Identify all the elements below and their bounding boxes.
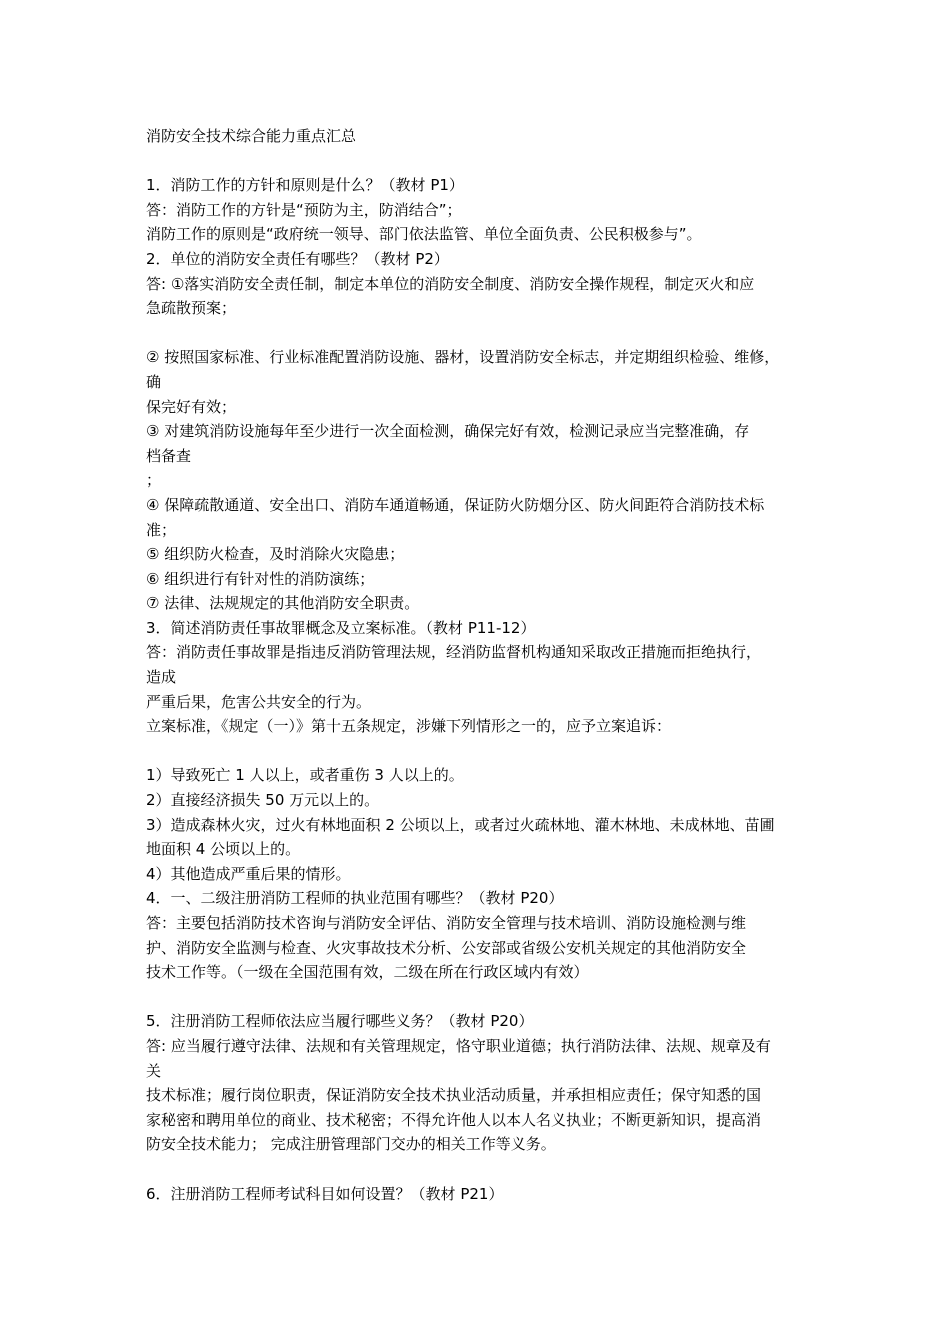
answer-1-line: 消防工作的原则是“政府统一领导、部门依法监管、单位全面负责、公民积极参与”。 [146,225,702,244]
blank-line [146,321,822,346]
answer-2-line: ； [146,471,162,490]
answer-1-line: 答：消防工作的方针是“预防为主，防消结合”； [146,200,462,219]
answer-5-line: 防安全技术能力； 完成注册管理部门交办的相关工作等义务。 [146,1135,556,1154]
question-2: 2．单位的消防安全责任有哪些？（教材 P2） [146,249,449,268]
answer-4-line: 护、消防安全监测与检查、火灾事故技术分析、公安部或省级公安机关规定的其他消防安全 [146,938,747,957]
answer-2-line: ⑦ 法律、法规规定的其他消防安全职责。 [146,594,420,613]
answer-2-line: ④ 保障疏散通道、安全出口、消防车通道畅通，保证防火防烟分区、防火间距符合消防技术标 [146,495,765,514]
question-4: 4．一、二级注册消防工程师的执业范围有哪些？（教材 P20） [146,889,564,908]
answer-3-line: 1）导致死亡 1 人以上，或者重伤 3 人以上的。 [146,766,464,785]
answer-4-line: 技术工作等。（一级在全国范围有效，二级在所在行政区域内有效） [146,963,589,982]
document-title: 消防安全技术综合能力重点汇总 [146,127,357,145]
question-5: 5．注册消防工程师依法应当履行哪些义务？（教材 P20） [146,1012,534,1031]
answer-5-line: 答: 应当履行遵守法律、法规和有关管理规定，恪守职业道德；执行消防法律、法规、规章及有 [146,1036,771,1055]
answer-2-line: 准； [146,520,177,539]
answer-2-line: ⑤ 组织防火检查，及时消除火灾隐患； [146,545,405,564]
answer-2-line: 确 [146,372,162,391]
answer-2-line: ③ 对建筑消防设施每年至少进行一次全面检测，确保完好有效，检测记录应当完整准确，存 [146,422,750,441]
question-1: 1．消防工作的方针和原则是什么？（教材 P1） [146,176,464,195]
answer-3-line: 2）直接经济损失 50 万元以上的。 [146,791,380,810]
answer-3-line: 立案标准，《规定（一）》第十五条规定，涉嫌下列情形之一的，应予立案追诉： [146,717,672,736]
answer-2-line: 急疏散预案； [146,299,237,318]
blank-line [146,985,822,1010]
answer-3-line: 答：消防责任事故罪是指违反消防管理法规，经消防监督机构通知采取改正措施而拒绝执行， [146,643,762,662]
answer-4-line: 答：主要包括消防技术咨询与消防安全评估、消防安全管理与技术培训、消防设施检测与维 [146,914,747,932]
question-3: 3．简述消防责任事故罪概念及立案标准。（教材 P11-12） [146,618,536,637]
document-body [146,124,822,1206]
answer-3-line: 3）造成森林火灾，过火有林地面积 2 公顷以上，或者过火疏林地、灌木林地、未成林地、苗圃 [146,815,775,834]
answer-2-line: ② 按照国家标准、行业标准配置消防设施、器材，设置消防安全标志，并定期组织检验、维修， [146,348,780,367]
answer-2-line: 保完好有效； [146,397,237,416]
answer-2-line: ⑥ 组织进行有针对性的消防演练； [146,569,375,588]
answer-3-line: 造成 [146,668,177,687]
answer-5-line: 家秘密和聘用单位的商业、技术秘密；不得允许他人以本人名义执业；不断更新知识，提高消 [146,1110,762,1129]
answer-2-line: 答: ①落实消防安全责任制，制定本单位的消防安全制度、消防安全操作规程，制定灭火和应 [146,274,755,293]
answer-5-line: 关 [146,1061,162,1080]
answer-5-line: 技术标准；履行岗位职责，保证消防安全技术执业活动质量，并承担相应责任；保守知悉的国 [146,1086,762,1105]
answer-2-line: 档备查 [146,446,192,465]
blank-line [146,739,822,764]
answer-3-line: 严重后果，危害公共安全的行为。 [146,692,372,711]
answer-3-line: 地面积 4 公顷以上的。 [146,840,301,859]
blank-line [146,149,822,174]
question-6: 6．注册消防工程师考试科目如何设置？（教材 P21） [146,1184,504,1203]
blank-line [146,1157,822,1182]
answer-3-line: 4）其他造成严重后果的情形。 [146,864,351,883]
